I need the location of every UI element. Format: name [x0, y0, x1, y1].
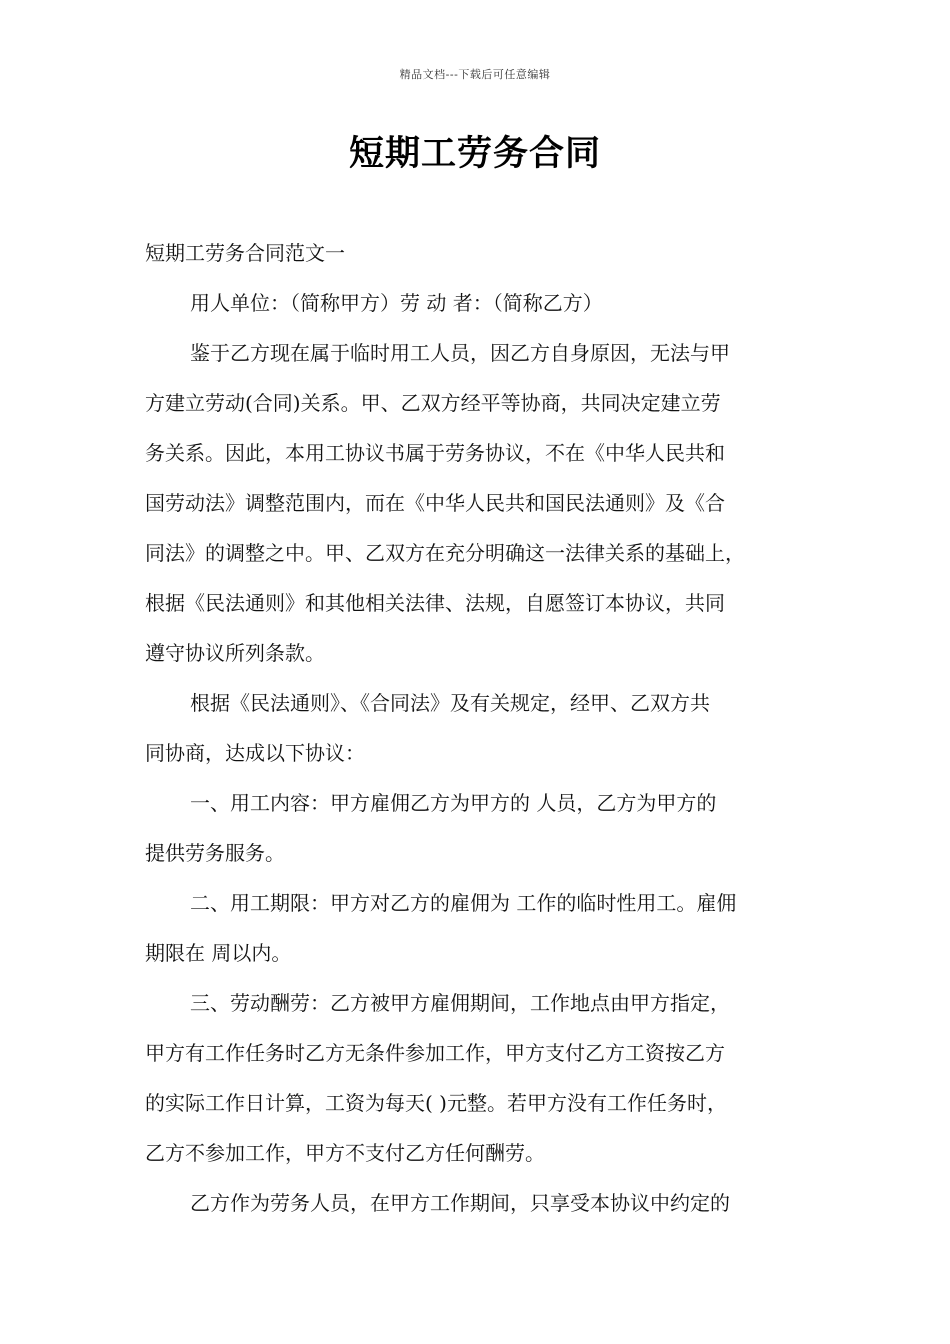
- body-line-9: 遵守协议所列条款。: [145, 641, 325, 665]
- body-line-13: 提供劳务服务。: [145, 841, 285, 865]
- body-line-16: 三、劳动酬劳：乙方被甲方雇佣期间，工作地点由甲方指定，: [190, 991, 730, 1015]
- body-line-1: 短期工劳务合同范文一: [145, 241, 345, 265]
- body-line-18: 的实际工作日计算，工资为每天( )元整。若甲方没有工作任务时，: [145, 1091, 727, 1115]
- header-note: 精品文档---下载后可任意编辑: [399, 68, 551, 81]
- body-line-12: 一、用工内容：甲方雇佣乙方为甲方的 人员，乙方为甲方的: [190, 791, 717, 815]
- body-line-7: 同法》的调整之中。甲、乙双方在充分明确这一法律关系的基础上，: [145, 541, 745, 565]
- body-line-10: 根据《民法通则》、《合同法》及有关规定，经甲、乙双方共: [190, 691, 710, 715]
- body-line-14: 二、用工期限：甲方对乙方的雇佣为 工作的临时性用工。雇佣: [190, 891, 737, 915]
- body-line-11: 同协商，达成以下协议：: [145, 741, 365, 765]
- body-line-15: 期限在 周以内。: [145, 941, 292, 965]
- body-line-8: 根据《民法通则》和其他相关法律、法规，自愿签订本协议，共同: [145, 591, 725, 615]
- body-line-6: 国劳动法》调整范围内，而在《中华人民共和国民法通则》及《合: [145, 491, 725, 515]
- body-line-19: 乙方不参加工作，甲方不支付乙方任何酬劳。: [145, 1141, 545, 1165]
- body-line-5: 务关系。因此，本用工协议书属于劳务协议，不在《中华人民共和: [145, 441, 725, 465]
- body-line-20: 乙方作为劳务人员，在甲方工作期间，只享受本协议中约定的: [190, 1191, 730, 1215]
- body-line-17: 甲方有工作任务时乙方无条件参加工作，甲方支付乙方工资按乙方: [145, 1041, 725, 1065]
- document-body: [145, 228, 815, 1228]
- document-title: 短期工劳务合同: [348, 133, 601, 174]
- body-line-2: 用人单位：（简称甲方）劳 动 者：（简称乙方）: [190, 291, 603, 315]
- body-line-3: 鉴于乙方现在属于临时用工人员，因乙方自身原因，无法与甲: [190, 341, 730, 365]
- body-line-4: 方建立劳动(合同)关系。甲、乙双方经平等协商，共同决定建立劳: [145, 391, 721, 415]
